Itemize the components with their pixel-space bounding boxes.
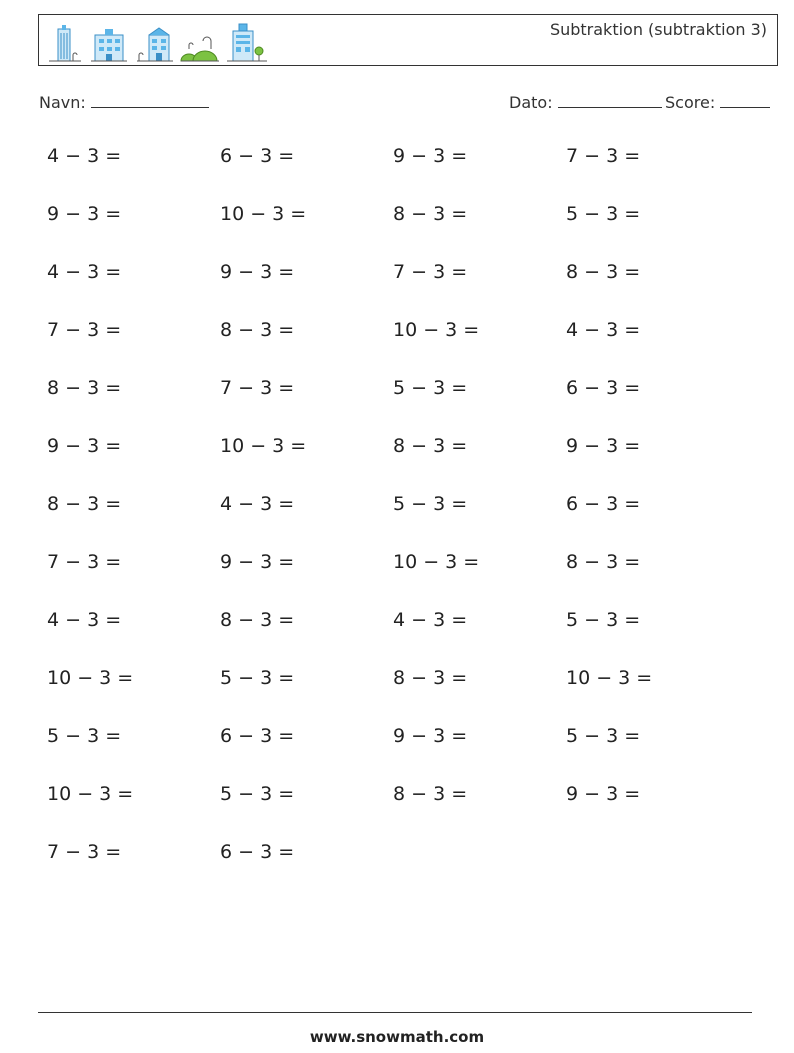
problem-item: 5 − 3 = <box>566 609 641 631</box>
problem-item: 6 − 3 = <box>566 377 641 399</box>
skyscraper-icon <box>47 23 83 65</box>
footer-divider <box>38 1012 752 1013</box>
problem-item: 7 − 3 = <box>47 551 122 573</box>
problem-item: 5 − 3 = <box>393 493 468 515</box>
date-label: Dato: <box>509 93 553 112</box>
problem-item: 4 − 3 = <box>566 319 641 341</box>
problem-item: 4 − 3 = <box>220 493 295 515</box>
score-blank[interactable] <box>720 93 770 108</box>
problem-item: 9 − 3 = <box>566 783 641 805</box>
problem-item: 6 − 3 = <box>220 145 295 167</box>
problem-item: 8 − 3 = <box>566 551 641 573</box>
problem-item: 6 − 3 = <box>220 841 295 863</box>
problem-item: 8 − 3 = <box>393 783 468 805</box>
problem-item: 8 − 3 = <box>393 435 468 457</box>
problem-item: 10 − 3 = <box>47 667 134 689</box>
park-hills-icon <box>179 25 221 65</box>
problem-item: 8 − 3 = <box>393 667 468 689</box>
apartment-building-icon <box>135 25 175 65</box>
header-box <box>38 14 778 66</box>
problem-item: 4 − 3 = <box>47 145 122 167</box>
problem-item: 8 − 3 = <box>47 377 122 399</box>
problem-item: 7 − 3 = <box>47 319 122 341</box>
problem-item: 5 − 3 = <box>220 783 295 805</box>
problem-item: 10 − 3 = <box>220 435 307 457</box>
problem-item: 4 − 3 = <box>47 261 122 283</box>
problem-item: 8 − 3 = <box>220 609 295 631</box>
name-field[interactable] <box>39 93 209 112</box>
problem-item: 6 − 3 = <box>566 493 641 515</box>
problem-item: 9 − 3 = <box>220 261 295 283</box>
header-icons <box>43 21 273 65</box>
problem-item: 9 − 3 = <box>220 551 295 573</box>
score-field[interactable] <box>665 93 770 112</box>
problem-item: 4 − 3 = <box>47 609 122 631</box>
problem-item: 9 − 3 = <box>566 435 641 457</box>
name-blank[interactable] <box>91 93 209 108</box>
problem-item: 10 − 3 = <box>220 203 307 225</box>
problem-item: 4 − 3 = <box>393 609 468 631</box>
problem-item: 7 − 3 = <box>393 261 468 283</box>
problem-item: 5 − 3 = <box>566 725 641 747</box>
problem-item: 9 − 3 = <box>393 725 468 747</box>
name-label: Navn: <box>39 93 86 112</box>
problem-item: 5 − 3 = <box>47 725 122 747</box>
problem-item: 5 − 3 = <box>220 667 295 689</box>
city-building-tree-icon <box>225 21 269 65</box>
date-field[interactable] <box>509 93 662 112</box>
problem-item: 7 − 3 = <box>47 841 122 863</box>
problem-item: 8 − 3 = <box>566 261 641 283</box>
problem-item: 10 − 3 = <box>393 319 480 341</box>
problem-item: 7 − 3 = <box>220 377 295 399</box>
problem-item: 6 − 3 = <box>220 725 295 747</box>
office-building-icon <box>89 25 129 65</box>
problem-item: 7 − 3 = <box>566 145 641 167</box>
problem-item: 9 − 3 = <box>47 435 122 457</box>
problem-item: 8 − 3 = <box>47 493 122 515</box>
problem-item: 9 − 3 = <box>393 145 468 167</box>
problem-item: 8 − 3 = <box>393 203 468 225</box>
problem-item: 5 − 3 = <box>566 203 641 225</box>
problem-item: 8 − 3 = <box>220 319 295 341</box>
problem-item: 5 − 3 = <box>393 377 468 399</box>
date-blank[interactable] <box>558 93 662 108</box>
score-label: Score: <box>665 93 716 112</box>
problem-item: 10 − 3 = <box>566 667 653 689</box>
problem-item: 9 − 3 = <box>47 203 122 225</box>
problem-item: 10 − 3 = <box>47 783 134 805</box>
footer-website: www.snowmath.com <box>309 1028 485 1046</box>
problem-item: 10 − 3 = <box>393 551 480 573</box>
worksheet-title: Subtraktion (subtraktion 3) <box>549 20 767 39</box>
